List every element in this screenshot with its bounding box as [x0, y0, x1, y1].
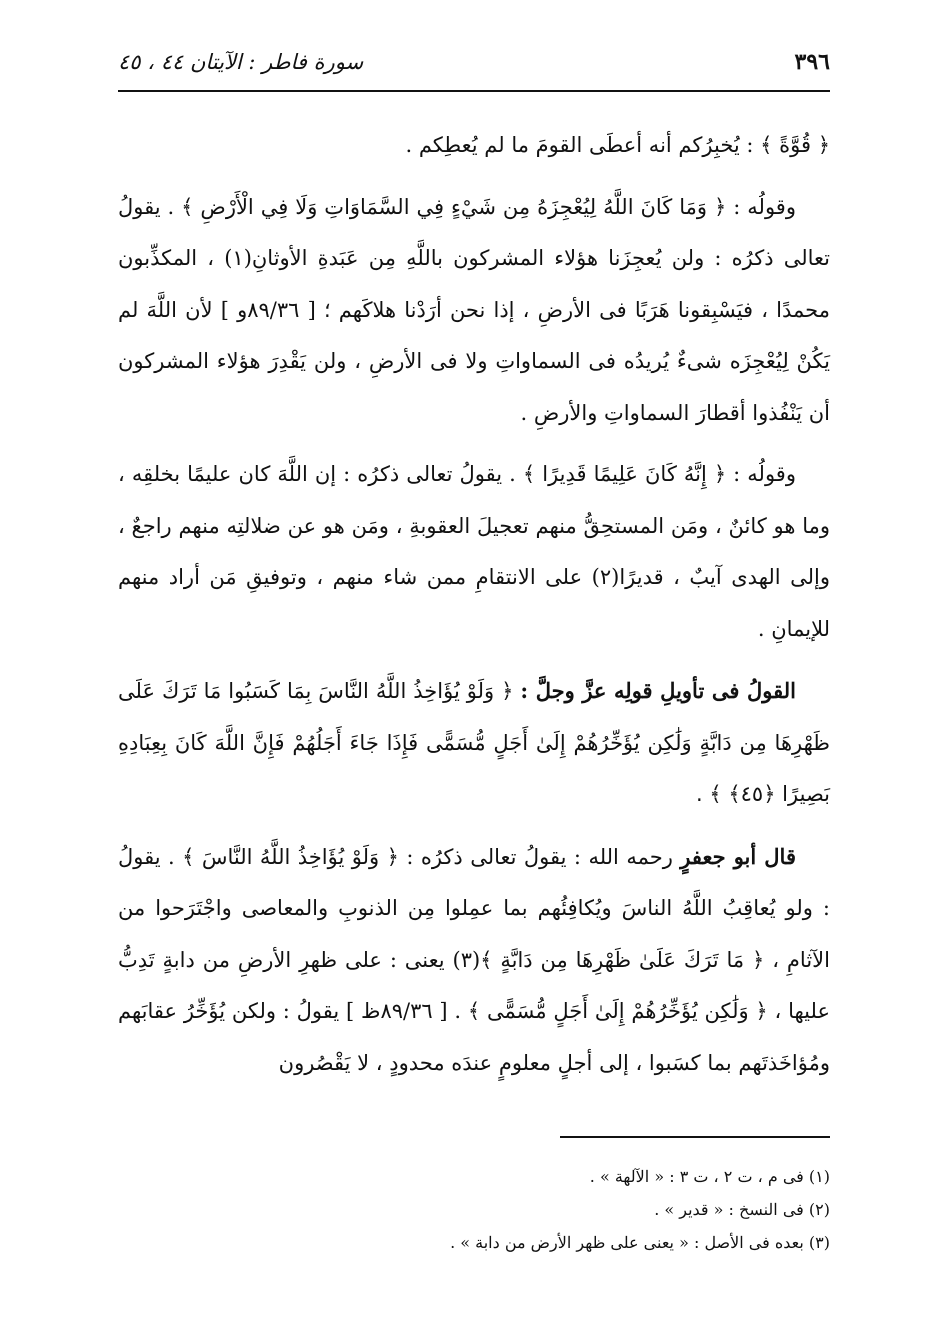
page-number: ٣٩٦: [794, 49, 830, 75]
footnote: (٣) بعده فى الأصل : « يعنى على ظهر الأرض من دابة » .: [450, 1233, 830, 1252]
footnote: (١) فى م ، ت ٢ ، ت ٣ : « الآلهة » .: [589, 1167, 830, 1186]
section-heading: القولُ فى تأويلِ قولِه عزَّ وجلَّ :: [520, 678, 796, 703]
page-header: [118, 40, 830, 84]
commentary-text: رحمه الله : يقولُ تعالى ذكرُه : ﴿ وَلَوْ يُؤَاخِذُ اللَّهُ النَّاسَ ﴾ . يقولُ : ولو يُعاقِبُ اللَّهُ الناسَ ويُكافِئُهم بما عمِلوا مِن الذنوبِ والمعاصى واجْتَرَحوا من الآثامِ ، ﴿ مَا تَرَكَ عَلَىٰ ظَهْرِهَا مِن دَابَّةٍ ﴾(٣) يعنى : على ظهرِ الأرضِ من دابةٍ تَدِبُّ عليها ، ﴿ وَلَٰكِن يُؤَخِّرُهُمْ إِلَىٰ أَجَلٍ مُّسَمًّى ﴾ . [ ٨٩/٣٦ظ ] يقولُ : ولكن يُؤَخِّرُ عقابَهم ومُؤاخَذتَهم بما كسَبوا ، إلى أجلٍ معلومٍ عندَه محدودٍ ، لا يَقْصُرون: [118, 844, 830, 1075]
paragraph: [118, 665, 830, 821]
footnote: (٢) فى النسخ : « قدير » .: [654, 1200, 830, 1219]
paragraph: ﴿ قُوَّةً ﴾ : يُخبِرُكم أنه أعطَى القومَ ما لم يُعطِكم .: [405, 133, 830, 157]
paragraph: وقولُه : ﴿ إِنَّهُ كَانَ عَلِيمًا قَدِيرًا ﴾ . يقولُ تعالى ذكرُه : إن اللَّهَ كان عليمًا بخلقِه ، وما هو كائنٌ ، ومَن المستحِقُّ منهم تعجيلَ العقوبةِ ، ومَن هو عن ضلالتِه منهم راجعٌ ، وإلى الهدى آيبٌ ، قديرًا(٢) على الانتقامِ ممن شاء منهم ، وتوفيقِ مَن أراد منهم للإيمانِ .: [118, 462, 830, 641]
paragraph: [118, 831, 830, 1090]
running-title: سورة فاطر : الآيتان ٤٤ ، ٤٥: [118, 50, 364, 74]
main-text: [118, 120, 830, 1099]
speaker-label: قال أبو جعفرٍ: [680, 843, 796, 869]
footnote-divider: [560, 1136, 830, 1138]
verse-text: ﴿ وَلَوْ يُؤَاخِذُ اللَّهُ النَّاسَ بِمَا كَسَبُوا مَا تَرَكَ عَلَى ظَهْرِهَا مِن دَابَّةٍ وَلَٰكِن يُؤَخِّرُهُمْ إِلَىٰ أَجَلٍ مُّسَمًّى فَإِذَا جَاءَ أَجَلُهُمْ فَإِنَّ اللَّهَ كَانَ بِعِبَادِهِ بَصِيرًا ﴿٤٥﴾ ﴾ .: [118, 679, 830, 806]
header-divider: [118, 90, 830, 92]
footnotes: [118, 1160, 830, 1259]
paragraph: وقولُه : ﴿ وَمَا كَانَ اللَّهُ لِيُعْجِزَهُ مِن شَيْءٍ فِي السَّمَاوَاتِ وَلَا فِي الْأَرْضِ ﴾ . يقولُ تعالى ذكرُه : ولن يُعجِزَنا هؤلاء المشركون باللَّهِ مِن عَبَدةِ الأوثانِ(١) ، المكذِّبون محمدًا ، فيَسْبِقونا هَرَبًا فى الأرضِ ، إذا نحن أرَدْنا هلاكَهم ؛ [ ٨٩/٣٦و ] لأن اللَّهَ لم يَكُنْ لِيُعْجِزَه شىءٌ يُريدُه فى السماواتِ ولا فى الأرضِ ، ولن يَقْدِرَ هؤلاء المشركون أن يَنْفُذوا أقطارَ السماواتِ والأرضِ .: [118, 194, 830, 425]
